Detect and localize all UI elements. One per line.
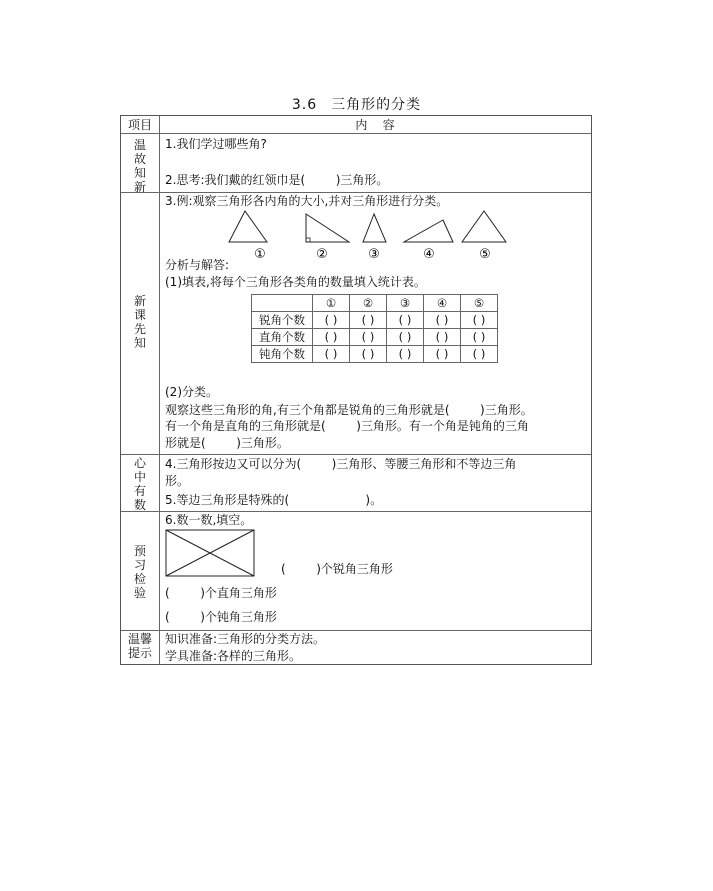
- triangle-2: [306, 214, 349, 242]
- triangle-1: [229, 211, 267, 242]
- row-divider: [121, 133, 591, 134]
- blank-cell: ( ): [350, 312, 387, 329]
- question-4-line-2: 形。: [165, 474, 190, 488]
- triangle-5: [462, 211, 506, 242]
- table-header: ④: [424, 295, 461, 312]
- section-label-summary: 心中有数: [133, 456, 146, 512]
- classification-text-2: 有一个角是直角的三角形就是( )三角形。有一个角是钝角的三角: [165, 419, 529, 433]
- answer-acute-count: ( )个锐角三角形: [281, 562, 393, 576]
- triangle-label-4: ④: [423, 247, 435, 262]
- tip-tools: 学具准备:各样的三角形。: [165, 649, 302, 663]
- question-1: 1.我们学过哪些角?: [165, 137, 267, 151]
- blank-cell: ( ): [387, 312, 424, 329]
- row-divider: [121, 630, 591, 631]
- row-header-obtuse: 钝角个数: [252, 346, 313, 363]
- triangle-label-5: ⑤: [479, 247, 491, 262]
- triangle-figures: [159, 208, 591, 264]
- title-text: 三角形的分类: [331, 97, 422, 113]
- page-title: [0, 94, 713, 114]
- tip-knowledge: 知识准备:三角形的分类方法。: [165, 632, 326, 646]
- blank-cell: ( ): [461, 329, 498, 346]
- blank-cell: ( ): [313, 312, 350, 329]
- table-header: ①: [313, 295, 350, 312]
- row-divider: [121, 511, 591, 512]
- blank-cell: ( ): [313, 329, 350, 346]
- step-2: (2)分类。: [165, 385, 218, 399]
- lesson-table: [120, 115, 592, 665]
- question-2: 2.思考:我们戴的红领巾是( )三角形。: [165, 173, 389, 187]
- classification-text-1: 观察这些三角形的角,有三个角都是锐角的三角形就是( )三角形。: [165, 403, 533, 417]
- question-4-line-1: 4.三角形按边又可以分为( )三角形、等腰三角形和不等边三角: [165, 457, 517, 471]
- classification-text-3: 形就是( )三角形。: [165, 436, 289, 450]
- analysis-heading: 分析与解答:: [165, 258, 230, 272]
- blank-cell: ( ): [350, 346, 387, 363]
- blank-cell: ( ): [424, 312, 461, 329]
- table-header: ⑤: [461, 295, 498, 312]
- triangle-3: [363, 214, 386, 242]
- header-content: 内 容: [355, 118, 395, 132]
- rectangle-diagonals-figure: [165, 529, 257, 579]
- section-label-new: 新课先知: [133, 294, 146, 350]
- answer-right-count: ( )个直角三角形: [165, 586, 277, 600]
- blank-cell: ( ): [387, 346, 424, 363]
- table-header: ③: [387, 295, 424, 312]
- right-angle-mark: [306, 238, 310, 242]
- blank-cell: ( ): [461, 312, 498, 329]
- col-divider: [159, 116, 160, 664]
- section-label-check: 预习检验: [133, 544, 146, 600]
- row-header-right: 直角个数: [252, 329, 313, 346]
- row-divider: [121, 454, 591, 455]
- triangle-label-2: ②: [316, 247, 328, 262]
- blank-cell: ( ): [313, 346, 350, 363]
- question-6: 6.数一数,填空。: [165, 513, 253, 527]
- row-header-acute: 锐角个数: [252, 312, 313, 329]
- blank-cell: ( ): [387, 329, 424, 346]
- header-item: 项目: [127, 118, 152, 132]
- blank-cell: ( ): [461, 346, 498, 363]
- row-divider: [121, 192, 591, 193]
- question-3: 3.例:观察三角形各内角的大小,并对三角形进行分类。: [165, 194, 449, 208]
- section-label-tips: 温馨提示: [127, 632, 152, 660]
- step-1: (1)填表,将每个三角形各类角的数量填入统计表。: [165, 275, 426, 289]
- triangle-label-1: ①: [254, 247, 266, 262]
- question-5: 5.等边三角形是特殊的( )。: [165, 493, 383, 507]
- triangle-label-3: ③: [368, 247, 380, 262]
- blank-cell: ( ): [350, 329, 387, 346]
- section-label-review: 温故知新: [133, 138, 146, 194]
- table-header: ②: [350, 295, 387, 312]
- blank-cell: ( ): [424, 346, 461, 363]
- table-corner: [252, 295, 313, 312]
- blank-cell: ( ): [424, 329, 461, 346]
- title-number: 3.6: [291, 97, 318, 113]
- angle-count-table: [251, 294, 498, 363]
- triangle-4: [404, 220, 453, 242]
- answer-obtuse-count: ( )个钝角三角形: [165, 610, 277, 624]
